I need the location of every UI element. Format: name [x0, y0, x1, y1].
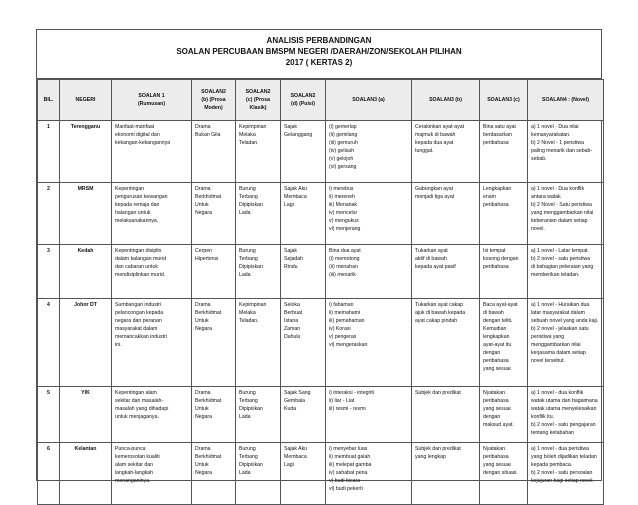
cell-soalan1: Kepentingan pengurusan kewangan kepada remaja dan halangan untuk melaksanakannya.	[112, 183, 192, 245]
cell-negeri: Kelantan	[60, 443, 112, 505]
cell-soalan2b: Drama Berkhidmat Untuk Negara	[192, 443, 236, 505]
cell-soalan4: a) 1 novel - Dua nilai kemasyarakatan. b) 2 Novel - 1 peristiwa paling menarik dan sebab- sebab.	[528, 121, 604, 183]
cell-soalan2c: Burung Terbang Dipipiskan Lada	[236, 443, 281, 505]
cell-soalan3a: i) interaksi - integriti ii) liar - Liat iii) resmi - resmi	[326, 387, 412, 443]
cell-soalan2d: Sajak Sang Gembala Kuda	[281, 387, 326, 443]
cell-negeri: Terengganu	[60, 121, 112, 183]
table-row	[38, 183, 604, 245]
cell-soalan1: Punca-punca kemerosotan kualiti alam sekitar dan langkah-langkah menanganinya.	[112, 443, 192, 505]
cell-soalan4: a) 1 novel - Huraikan dua latar masyarakat dalam sebuah novel yang anda kaji. b) 2 novel - jelaskan satu peristiwa yang menggambarkan nilai kerjasama dalam setiap novel tersebut.	[528, 299, 604, 387]
cell-soalan3c: Baca ayat-ayat di bawah dengan teliti. Kemudian lengkapkan ayat-ayat itu dengan peribahasa yang sesuai	[480, 299, 528, 387]
table-header-row	[38, 80, 604, 121]
cell-soalan3a: (i) gemerlap (ii) gemilang (iii) gemuruh (iv) gelisah (v) gelojoh (vi) gersang	[326, 121, 412, 183]
cell-soalan1: Sumbangan industri pelancongan kepada negara dan peranan masyarakat dalam memancakkan industri ini.	[112, 299, 192, 387]
cell-soalan4: a) 1 novel - dua peristiwa yang boleh dijadikan teladan kepada pembaca. b) 2 novel - satu persoalan kejujuran bagi setiap novel.	[528, 443, 604, 505]
cell-soalan4: a) 1 novel - Dua konflik antara watak b) 2 Novel - Satu peristiwa yang menggambarkan nilai keberanian dalam setiap novel.	[528, 183, 604, 245]
header-bil: BIL.	[38, 80, 60, 121]
cell-soalan2d: Seloka Berbuat Istana Zaman Dahulu	[281, 299, 326, 387]
cell-soalan3c: Nyatakan peribahasa yang sesuai dengan situasi.	[480, 443, 528, 505]
cell-soalan3b: Tukarkan ayat cakap ajuk di bawah kepada ayat cakap pindah	[412, 299, 480, 387]
header-soalan4: SOALAN4 : (Novel)	[528, 80, 604, 121]
cell-soalan4: a) 1 novel - dua konflik watak utama dan bagaimana watak utama menyelesaikan konflik itu. b) 2 novel - satu pengajaran tentang ketabahan	[528, 387, 604, 443]
cell-bil: 2	[38, 183, 60, 245]
header-soalan2d: SOALAN2 (d) (Puisi)	[281, 80, 326, 121]
header-soalan1: SOALAN 1 (Rumusan)	[112, 80, 192, 121]
cell-bil: 1	[38, 121, 60, 183]
cell-soalan3b: Subjek dan predikat yang lengkap	[412, 443, 480, 505]
cell-soalan3b: Tukarkan ayat aktif di bawah kepada ayat pasif	[412, 245, 480, 299]
cell-soalan4: a) 1 novel - Latar tempat. b) 2 novel - satu peristiwa di bahagian peleraian yang memberikan teladan.	[528, 245, 604, 299]
cell-soalan3b: Cerakinkan ayat-ayat majmuk di bawah kepada dua ayat tunggal.	[412, 121, 480, 183]
cell-soalan2b: Drama Berkhidmat Untuk Negara	[192, 387, 236, 443]
cell-soalan3a: Bina dua ayat (i) memotong (ii) menahan (iii) menarik	[326, 245, 412, 299]
cell-soalan3c: Bina satu ayat berdasarkan peribahasa	[480, 121, 528, 183]
cell-soalan1: Kepentingan disiplin dalam kalangan murid dan cabaran untuk mendisiplinkan murid.	[112, 245, 192, 299]
cell-soalan3b: Gabungkan ayat menjadi tiga ayat	[412, 183, 480, 245]
cell-soalan2d: Sajak Aku Membaca Lagi	[281, 443, 326, 505]
title-line-2: SOALAN PERCUBAAN BMSPM NEGERI /DAERAH/ZON/SEKOLAH PILIHAN	[176, 47, 462, 56]
cell-soalan2c: Burung Terbang Dipipiskan Lada	[236, 387, 281, 443]
header-soalan3b: SOALAN3 (b)	[412, 80, 480, 121]
cell-soalan1: Kepentingan alam sekitar dan masalah- masalah yang dihadapi untuk menjaganya.	[112, 387, 192, 443]
cell-soalan3b: Subjek dan predikat	[412, 387, 480, 443]
cell-negeri: YIK	[60, 387, 112, 443]
cell-soalan3c: Lengkapkan enam peribahasa	[480, 183, 528, 245]
header-soalan3a: SOALAN3 (a)	[326, 80, 412, 121]
header-negeri: NEGERI	[60, 80, 112, 121]
cell-soalan1: Manfaat-manfaat ekonomi digital dan kekangan-kekangannya	[112, 121, 192, 183]
cell-soalan2c: Burung Terbang Dipipiskan Lada	[236, 183, 281, 245]
cell-soalan2b: Drama Bukan Gila	[192, 121, 236, 183]
comparison-table	[37, 79, 604, 505]
cell-bil: 4	[38, 299, 60, 387]
cell-soalan2c: Kepimpinan Melaka Teladan.	[236, 299, 281, 387]
header-soalan2b: SOALAN2 (b) (Prosa Moden)	[192, 80, 236, 121]
cell-bil: 6	[38, 443, 60, 505]
cell-soalan2c: Kepimpinan Melaka Teladan.	[236, 121, 281, 183]
cell-soalan2b: Drama Berkhidmat Untuk Negara	[192, 183, 236, 245]
cell-bil: 5	[38, 387, 60, 443]
table-row	[38, 299, 604, 387]
cell-soalan2d: Sajak Sejadah Rindu	[281, 245, 326, 299]
cell-soalan2b: Drama Berkhidmat Untuk Negara	[192, 299, 236, 387]
table-row	[38, 443, 604, 505]
cell-soalan3c: Isi tempat kosong dengan peribahasa	[480, 245, 528, 299]
table-row	[38, 121, 604, 183]
cell-negeri: Kedah	[60, 245, 112, 299]
cell-negeri: MRSM	[60, 183, 112, 245]
cell-soalan3a: i) menyebar luas ii) membuat galah iii) melepat gamba iv) sahabat pena v) budi bicara vi) budi pekerti	[326, 443, 412, 505]
title-line-3: 2017 ( KERTAS 2)	[285, 58, 353, 67]
document-sheet	[36, 29, 602, 492]
cell-bil: 3	[38, 245, 60, 299]
cell-soalan2d: Sajak Gelanggang	[281, 121, 326, 183]
title-line-1: ANALISIS PERBANDINGAN	[266, 36, 372, 45]
header-soalan3c: SOALAN3 (c)	[480, 80, 528, 121]
cell-negeri: Johor DT	[60, 299, 112, 387]
cell-soalan2d: Sajak Aku Membaca Lagi	[281, 183, 326, 245]
cell-soalan2b: Cerpen Hipertensi	[192, 245, 236, 299]
cell-soalan3a: i) merebus ii) mereneh iii) Menanak iv) mencelur v) mengukus vi) menjerang	[326, 183, 412, 245]
cell-soalan3c: Nyatakan peribahasa yang sesuai dengan maksud ayat.	[480, 387, 528, 443]
document-title-block	[37, 30, 601, 79]
cell-soalan3a: i) fahaman ii) memahami iii) pemahaman iv) Korasi v) pengeras vi) mengeraskan	[326, 299, 412, 387]
table-row	[38, 245, 604, 299]
header-soalan2c: SOALAN2 (c) (Prosa Klasik)	[236, 80, 281, 121]
cell-soalan2c: Burung Terbang Dipipiskan Lada	[236, 245, 281, 299]
table-row	[38, 387, 604, 443]
